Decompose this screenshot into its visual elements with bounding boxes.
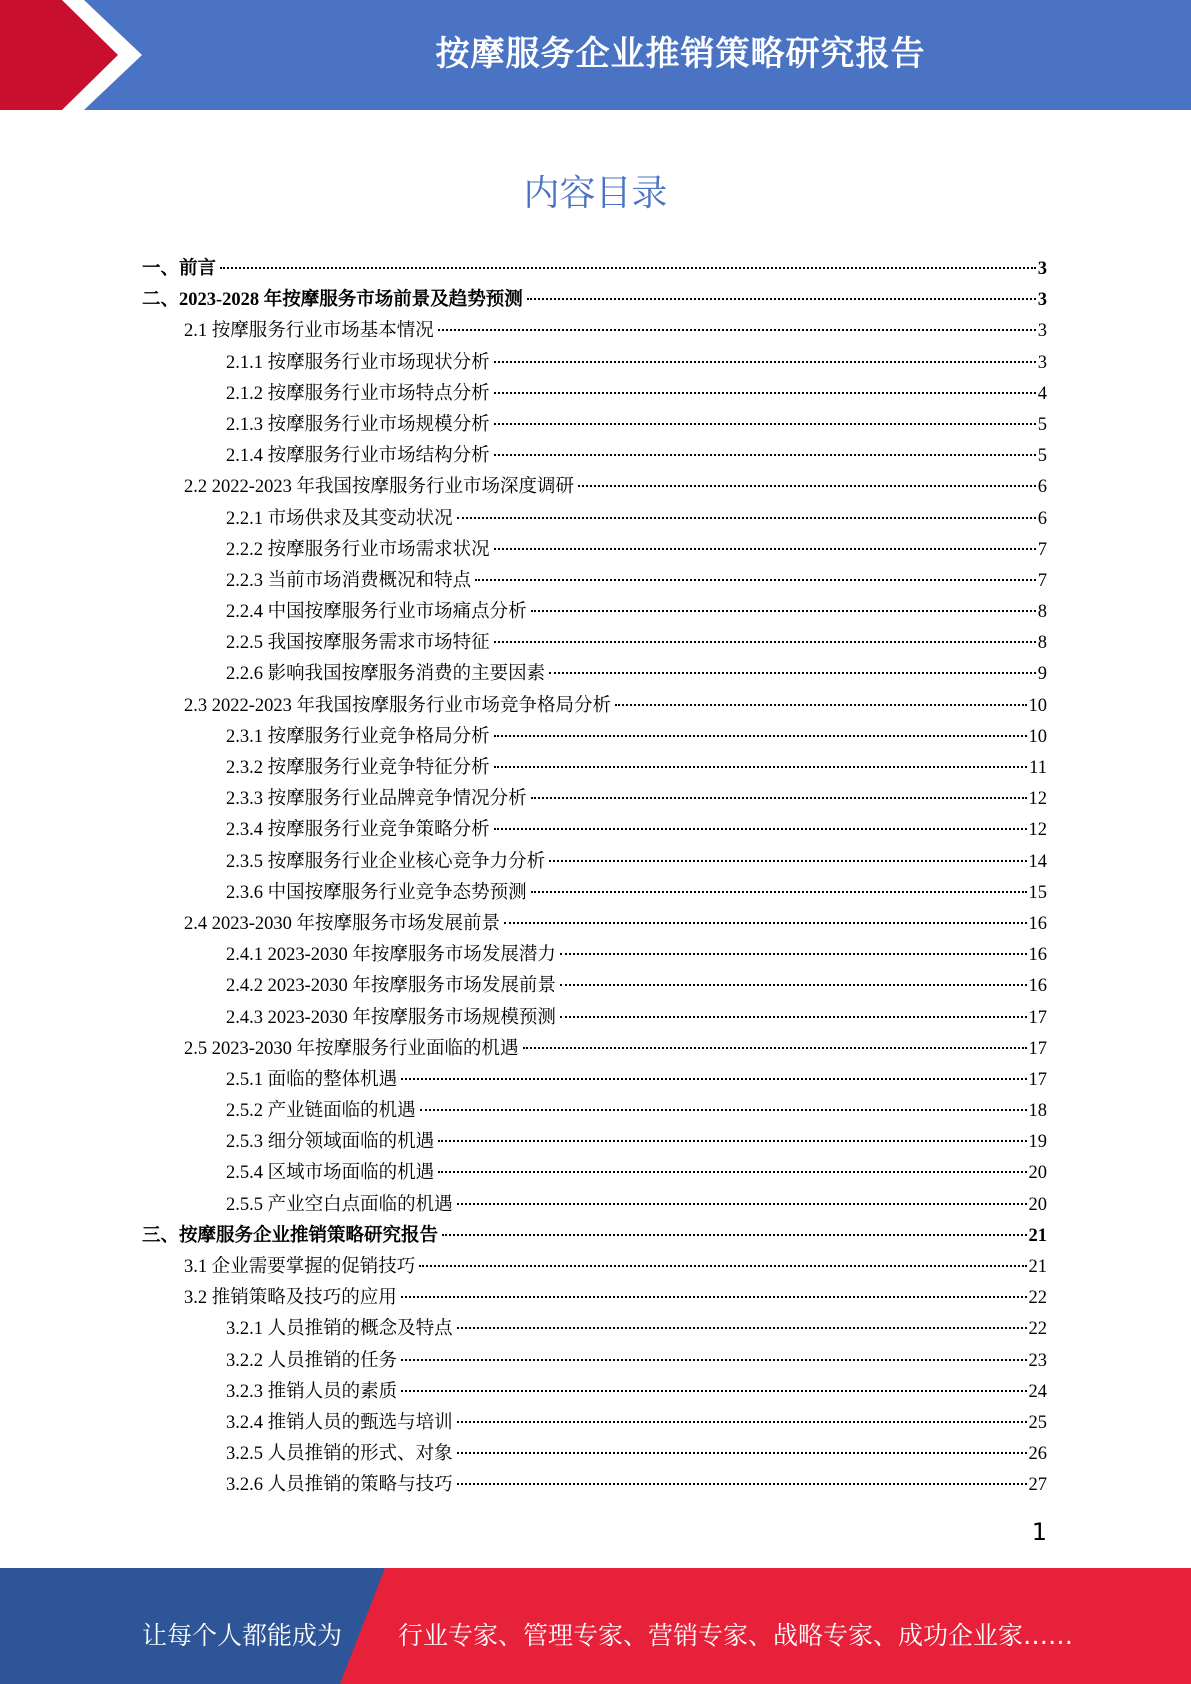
- toc-entry-page: 17: [1028, 1069, 1047, 1090]
- toc-dot-leader: [523, 1047, 1027, 1049]
- toc-entry[interactable]: [142, 379, 1047, 410]
- toc-dot-leader: [549, 672, 1036, 674]
- footer-slogan-left: 让每个人都能成为: [142, 1621, 343, 1650]
- toc-dot-leader: [457, 1483, 1027, 1485]
- toc-dot-leader: [457, 1421, 1027, 1423]
- toc-entry-page: 21: [1028, 1225, 1047, 1246]
- toc-dot-leader: [549, 860, 1026, 862]
- toc-entry-title: 2.5.5 产业空白点面临的机遇: [226, 1194, 453, 1215]
- toc-entry[interactable]: [142, 815, 1047, 846]
- toc-entry[interactable]: [142, 722, 1047, 753]
- toc-dot-leader: [527, 298, 1036, 300]
- toc-entry-page: 10: [1028, 726, 1047, 747]
- toc-dot-leader: [438, 329, 1036, 331]
- toc-entry-page: 27: [1028, 1475, 1047, 1496]
- toc-dot-leader: [560, 953, 1027, 955]
- toc-entry[interactable]: [142, 1283, 1047, 1314]
- toc-entry-title: 3.1 企业需要掌握的促销技巧: [184, 1257, 416, 1277]
- toc-entry[interactable]: [142, 285, 1047, 316]
- toc-entry[interactable]: [142, 472, 1047, 503]
- toc-entry-title: 2.1.3 按摩服务行业市场规模分析: [226, 414, 490, 435]
- toc-entry-title: 三、按摩服务企业推销策略研究报告: [142, 1225, 439, 1246]
- toc-dot-leader: [531, 891, 1027, 893]
- toc-entry[interactable]: [142, 1096, 1047, 1127]
- header-banner: [0, 0, 1191, 110]
- toc-dot-leader: [401, 1390, 1026, 1392]
- toc-entry-page: 24: [1028, 1381, 1047, 1402]
- toc-dot-leader: [401, 1078, 1026, 1080]
- toc-entry[interactable]: [142, 1003, 1047, 1034]
- toc-entry-title: 2.1.1 按摩服务行业市场现状分析: [226, 352, 490, 373]
- toc-entry-page: 3: [1037, 290, 1047, 311]
- toc-entry[interactable]: [142, 1408, 1047, 1439]
- toc-entry-page: 6: [1037, 508, 1047, 529]
- toc-entry[interactable]: [142, 535, 1047, 566]
- toc-dot-leader: [457, 1203, 1027, 1205]
- toc-entry-title: 2.2.3 当前市场消费概况和特点: [226, 570, 472, 591]
- toc-entry[interactable]: [142, 1439, 1047, 1470]
- toc-entry-page: 5: [1037, 446, 1047, 467]
- toc-entry-title: 2.3.3 按摩服务行业品牌竞争情况分析: [226, 789, 527, 810]
- toc-entry-page: 26: [1028, 1444, 1047, 1465]
- toc-dot-leader: [494, 361, 1036, 363]
- toc-entry-page: 16: [1028, 976, 1047, 997]
- toc-entry-page: 20: [1028, 1163, 1047, 1184]
- toc-dot-leader: [531, 797, 1027, 799]
- toc-entry-page: 19: [1028, 1132, 1047, 1153]
- toc-entry-page: 18: [1028, 1101, 1047, 1122]
- report-title: 按摩服务企业推销策略研究报告: [435, 34, 926, 74]
- toc-entry-page: 11: [1029, 758, 1047, 778]
- toc-entry-page: 22: [1028, 1319, 1047, 1340]
- toc-entry-title: 2.1 按摩服务行业市场基本情况: [184, 321, 434, 342]
- toc-entry[interactable]: [142, 410, 1047, 441]
- toc-entry-page: 3: [1037, 259, 1047, 279]
- toc-entry[interactable]: [142, 441, 1047, 472]
- toc-entry-page: 8: [1037, 633, 1047, 654]
- toc-dot-leader: [442, 1234, 1026, 1236]
- toc-entry-page: 17: [1028, 1038, 1047, 1059]
- toc-dot-leader: [419, 1265, 1026, 1267]
- toc-entry-title: 2.3 2022-2023 年我国按摩服务行业市场竞争格局分析: [184, 695, 612, 716]
- toc-entry[interactable]: [142, 1314, 1047, 1345]
- toc-entry-page: 7: [1037, 570, 1047, 591]
- toc-entry-title: 2.2 2022-2023 年我国按摩服务行业市场深度调研: [184, 477, 575, 498]
- toc-entry-title: 2.2.4 中国按摩服务行业市场痛点分析: [226, 602, 527, 623]
- toc-dot-leader: [615, 704, 1026, 706]
- toc-entry[interactable]: [142, 348, 1047, 379]
- toc-dot-leader: [438, 1140, 1026, 1142]
- toc-entry[interactable]: [142, 1034, 1047, 1065]
- toc-entry[interactable]: [142, 1470, 1047, 1501]
- toc-dot-leader: [475, 579, 1036, 581]
- toc-dot-leader: [494, 423, 1036, 425]
- toc-entry[interactable]: [142, 971, 1047, 1002]
- toc-entry[interactable]: [142, 1065, 1047, 1096]
- toc-entry[interactable]: [142, 1346, 1047, 1377]
- toc-entry-page: 9: [1037, 664, 1047, 685]
- toc-entry-page: 3: [1037, 352, 1047, 373]
- toc-entry[interactable]: [142, 597, 1047, 628]
- toc-dot-leader: [494, 641, 1036, 643]
- toc-entry[interactable]: [142, 691, 1047, 722]
- toc-entry[interactable]: [142, 659, 1047, 690]
- toc-dot-leader: [504, 922, 1026, 924]
- toc-entry-title: 3.2.1 人员推销的概念及特点: [226, 1319, 453, 1340]
- toc-dot-leader: [494, 766, 1028, 768]
- toc-entry-title: 2.3.2 按摩服务行业竞争特征分析: [226, 758, 490, 778]
- chevron-decoration-icon: [0, 0, 160, 110]
- toc-entry-page: 16: [1028, 945, 1047, 966]
- toc-entry[interactable]: [142, 1252, 1047, 1283]
- toc-entry-title: 2.2.6 影响我国按摩服务消费的主要因素: [226, 664, 546, 685]
- toc-entry-title: 2.5.4 区域市场面临的机遇: [226, 1163, 435, 1184]
- toc-dot-leader: [220, 267, 1036, 269]
- toc-dot-leader: [560, 984, 1027, 986]
- toc-entry[interactable]: [142, 1377, 1047, 1408]
- toc-entry-page: 20: [1028, 1194, 1047, 1215]
- toc-entry-title: 2.4 2023-2030 年按摩服务市场发展前景: [184, 913, 501, 934]
- toc-entry-page: 15: [1028, 882, 1047, 903]
- toc-dot-leader: [560, 1016, 1027, 1018]
- toc-dot-leader: [457, 1452, 1027, 1454]
- toc-entry-page: 25: [1028, 1412, 1047, 1433]
- toc-entry-title: 2.5.1 面临的整体机遇: [226, 1069, 398, 1090]
- toc-entry-page: 21: [1028, 1257, 1047, 1277]
- toc-dot-leader: [494, 828, 1027, 830]
- toc-entry-page: 16: [1028, 913, 1047, 934]
- toc-entry-page: 17: [1028, 1007, 1047, 1028]
- toc-entry[interactable]: [142, 847, 1047, 878]
- toc-entry-title: 3.2 推销策略及技巧的应用: [184, 1288, 397, 1309]
- toc-entry-title: 3.2.3 推销人员的素质: [226, 1381, 398, 1402]
- toc-entry[interactable]: [142, 784, 1047, 815]
- toc-entry-title: 2.4.3 2023-2030 年按摩服务市场规模预测: [226, 1007, 556, 1028]
- toc-entry[interactable]: [142, 628, 1047, 659]
- toc-dot-leader: [420, 1109, 1027, 1111]
- toc-entry-title: 2.3.4 按摩服务行业竞争策略分析: [226, 820, 490, 841]
- toc-entry-page: 3: [1037, 321, 1047, 342]
- toc-entry[interactable]: [142, 254, 1047, 285]
- toc-entry-page: 12: [1028, 789, 1047, 810]
- toc-entry[interactable]: [142, 566, 1047, 597]
- toc-entry-title: 2.5 2023-2030 年按摩服务行业面临的机遇: [184, 1038, 519, 1059]
- toc-dot-leader: [457, 1327, 1027, 1329]
- toc-entry-page: 22: [1028, 1288, 1047, 1309]
- toc-entry-title: 2.3.1 按摩服务行业竞争格局分析: [226, 726, 490, 747]
- toc-dot-leader: [457, 517, 1036, 519]
- toc-entry[interactable]: [142, 909, 1047, 940]
- toc-dot-leader: [578, 485, 1036, 487]
- toc-entry-page: 5: [1037, 414, 1047, 435]
- toc-entry-page: 10: [1028, 695, 1047, 716]
- toc-entry[interactable]: [142, 1127, 1047, 1158]
- toc-entry-title: 3.2.5 人员推销的形式、对象: [226, 1444, 453, 1465]
- toc-entry-page: 14: [1028, 851, 1047, 872]
- toc-entry-title: 2.1.2 按摩服务行业市场特点分析: [226, 383, 490, 404]
- toc-entry-title: 一、前言: [142, 259, 217, 279]
- toc-entry[interactable]: [142, 878, 1047, 909]
- toc-entry-title: 2.5.2 产业链面临的机遇: [226, 1101, 416, 1122]
- footer-slogan-right: 行业专家、管理专家、营销专家、战略专家、成功企业家……: [398, 1621, 1074, 1650]
- toc-heading: 内容目录: [523, 173, 668, 214]
- table-of-contents: [142, 254, 1047, 1502]
- toc-entry[interactable]: [142, 316, 1047, 347]
- toc-entry[interactable]: [142, 753, 1047, 784]
- toc-entry-title: 2.4.1 2023-2030 年按摩服务市场发展潜力: [226, 945, 556, 966]
- toc-entry-title: 2.3.5 按摩服务行业企业核心竞争力分析: [226, 851, 546, 872]
- toc-entry[interactable]: [142, 504, 1047, 535]
- toc-dot-leader: [494, 454, 1036, 456]
- toc-dot-leader: [401, 1296, 1027, 1298]
- toc-entry[interactable]: [142, 940, 1047, 971]
- toc-entry-title: 3.2.2 人员推销的任务: [226, 1350, 398, 1371]
- toc-entry-title: 2.2.2 按摩服务行业市场需求状况: [226, 539, 490, 560]
- toc-entry-title: 2.3.6 中国按摩服务行业竞争态势预测: [226, 882, 527, 903]
- toc-entry-title: 2.1.4 按摩服务行业市场结构分析: [226, 446, 490, 467]
- toc-entry-page: 23: [1028, 1350, 1047, 1371]
- toc-dot-leader: [438, 1171, 1026, 1173]
- toc-dot-leader: [494, 735, 1027, 737]
- toc-entry-title: 2.4.2 2023-2030 年按摩服务市场发展前景: [226, 976, 556, 997]
- page-number: 1: [1031, 1518, 1047, 1546]
- toc-entry-title: 2.2.1 市场供求及其变动状况: [226, 508, 453, 529]
- toc-entry-title: 3.2.6 人员推销的策略与技巧: [226, 1475, 453, 1496]
- toc-entry-page: 4: [1037, 383, 1047, 404]
- toc-entry-title: 二、2023-2028 年按摩服务市场前景及趋势预测: [142, 290, 523, 311]
- toc-entry-title: 2.5.3 细分领域面临的机遇: [226, 1132, 435, 1153]
- toc-dot-leader: [494, 392, 1036, 394]
- toc-entry-page: 6: [1037, 477, 1047, 498]
- footer-banner: [0, 1568, 1191, 1684]
- toc-dot-leader: [401, 1359, 1026, 1361]
- toc-entry-title: 3.2.4 推销人员的甄选与培训: [226, 1412, 453, 1433]
- toc-entry[interactable]: [142, 1158, 1047, 1189]
- toc-entry-page: 8: [1037, 602, 1047, 623]
- toc-dot-leader: [531, 610, 1036, 612]
- toc-entry-page: 7: [1037, 539, 1047, 560]
- toc-dot-leader: [494, 548, 1036, 550]
- toc-entry-page: 12: [1028, 820, 1047, 841]
- toc-entry[interactable]: [142, 1221, 1047, 1252]
- toc-entry-title: 2.2.5 我国按摩服务需求市场特征: [226, 633, 490, 654]
- toc-entry[interactable]: [142, 1190, 1047, 1221]
